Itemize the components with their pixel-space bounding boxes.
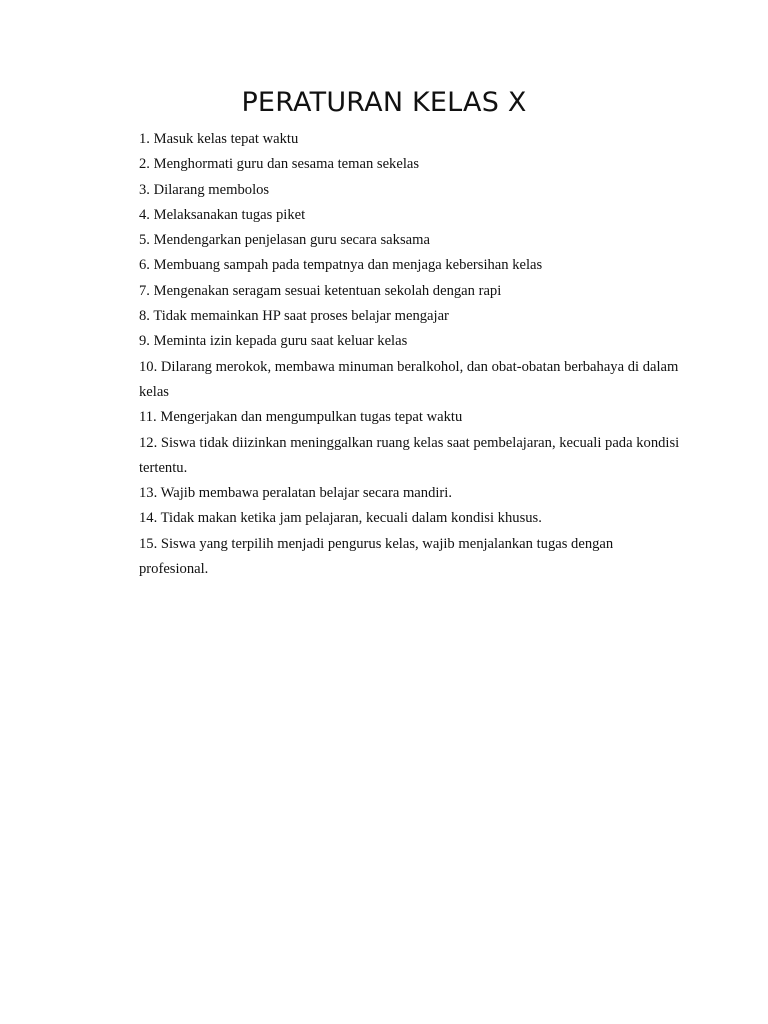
rule-item: 8. Tidak memainkan HP saat proses belajar mengajar [139, 308, 449, 325]
rule-item: 2. Menghormati guru dan sesama teman sekelas [139, 156, 420, 173]
page-title: PERATURAN KELAS X [241, 87, 527, 118]
rule-item: 1. Masuk kelas tepat waktu [139, 131, 299, 147]
rule-item: 5. Mendengarkan penjelasan guru secara saksama [139, 232, 430, 249]
rule-item: 4. Melaksanakan tugas piket [139, 206, 306, 223]
rule-item: 7. Mengenakan seragam sesuai ketentuan sekolah dengan rapi [139, 282, 502, 299]
rule-item: 12. Siswa tidak diizinkan meninggalkan ruang kelas saat pembelajaran, kecuali pada kondisi tertentu. [139, 434, 680, 476]
rule-item: 10. Dilarang merokok, membawa minuman beralkohol, dan obat-obatan berbahaya di dalam kelas [139, 358, 679, 400]
rule-item: 6. Membuang sampah pada tempatnya dan menjaga kebersihan kelas [139, 257, 543, 274]
rule-item: 3. Dilarang membolos [139, 181, 270, 198]
rule-item: 9. Meminta izin kepada guru saat keluar kelas [139, 333, 408, 350]
rules-list [139, 127, 684, 582]
rule-item: 14. Tidak makan ketika jam pelajaran, kecuali dalam kondisi khusus. [139, 510, 542, 527]
rule-item: 13. Wajib membawa peralatan belajar secara mandiri. [139, 485, 452, 502]
rule-item: 11. Mengerjakan dan mengumpulkan tugas tepat waktu [139, 409, 463, 426]
rule-item: 15. Siswa yang terpilih menjadi pengurus kelas, wajib menjalankan tugas dengan profesional. [139, 535, 614, 578]
